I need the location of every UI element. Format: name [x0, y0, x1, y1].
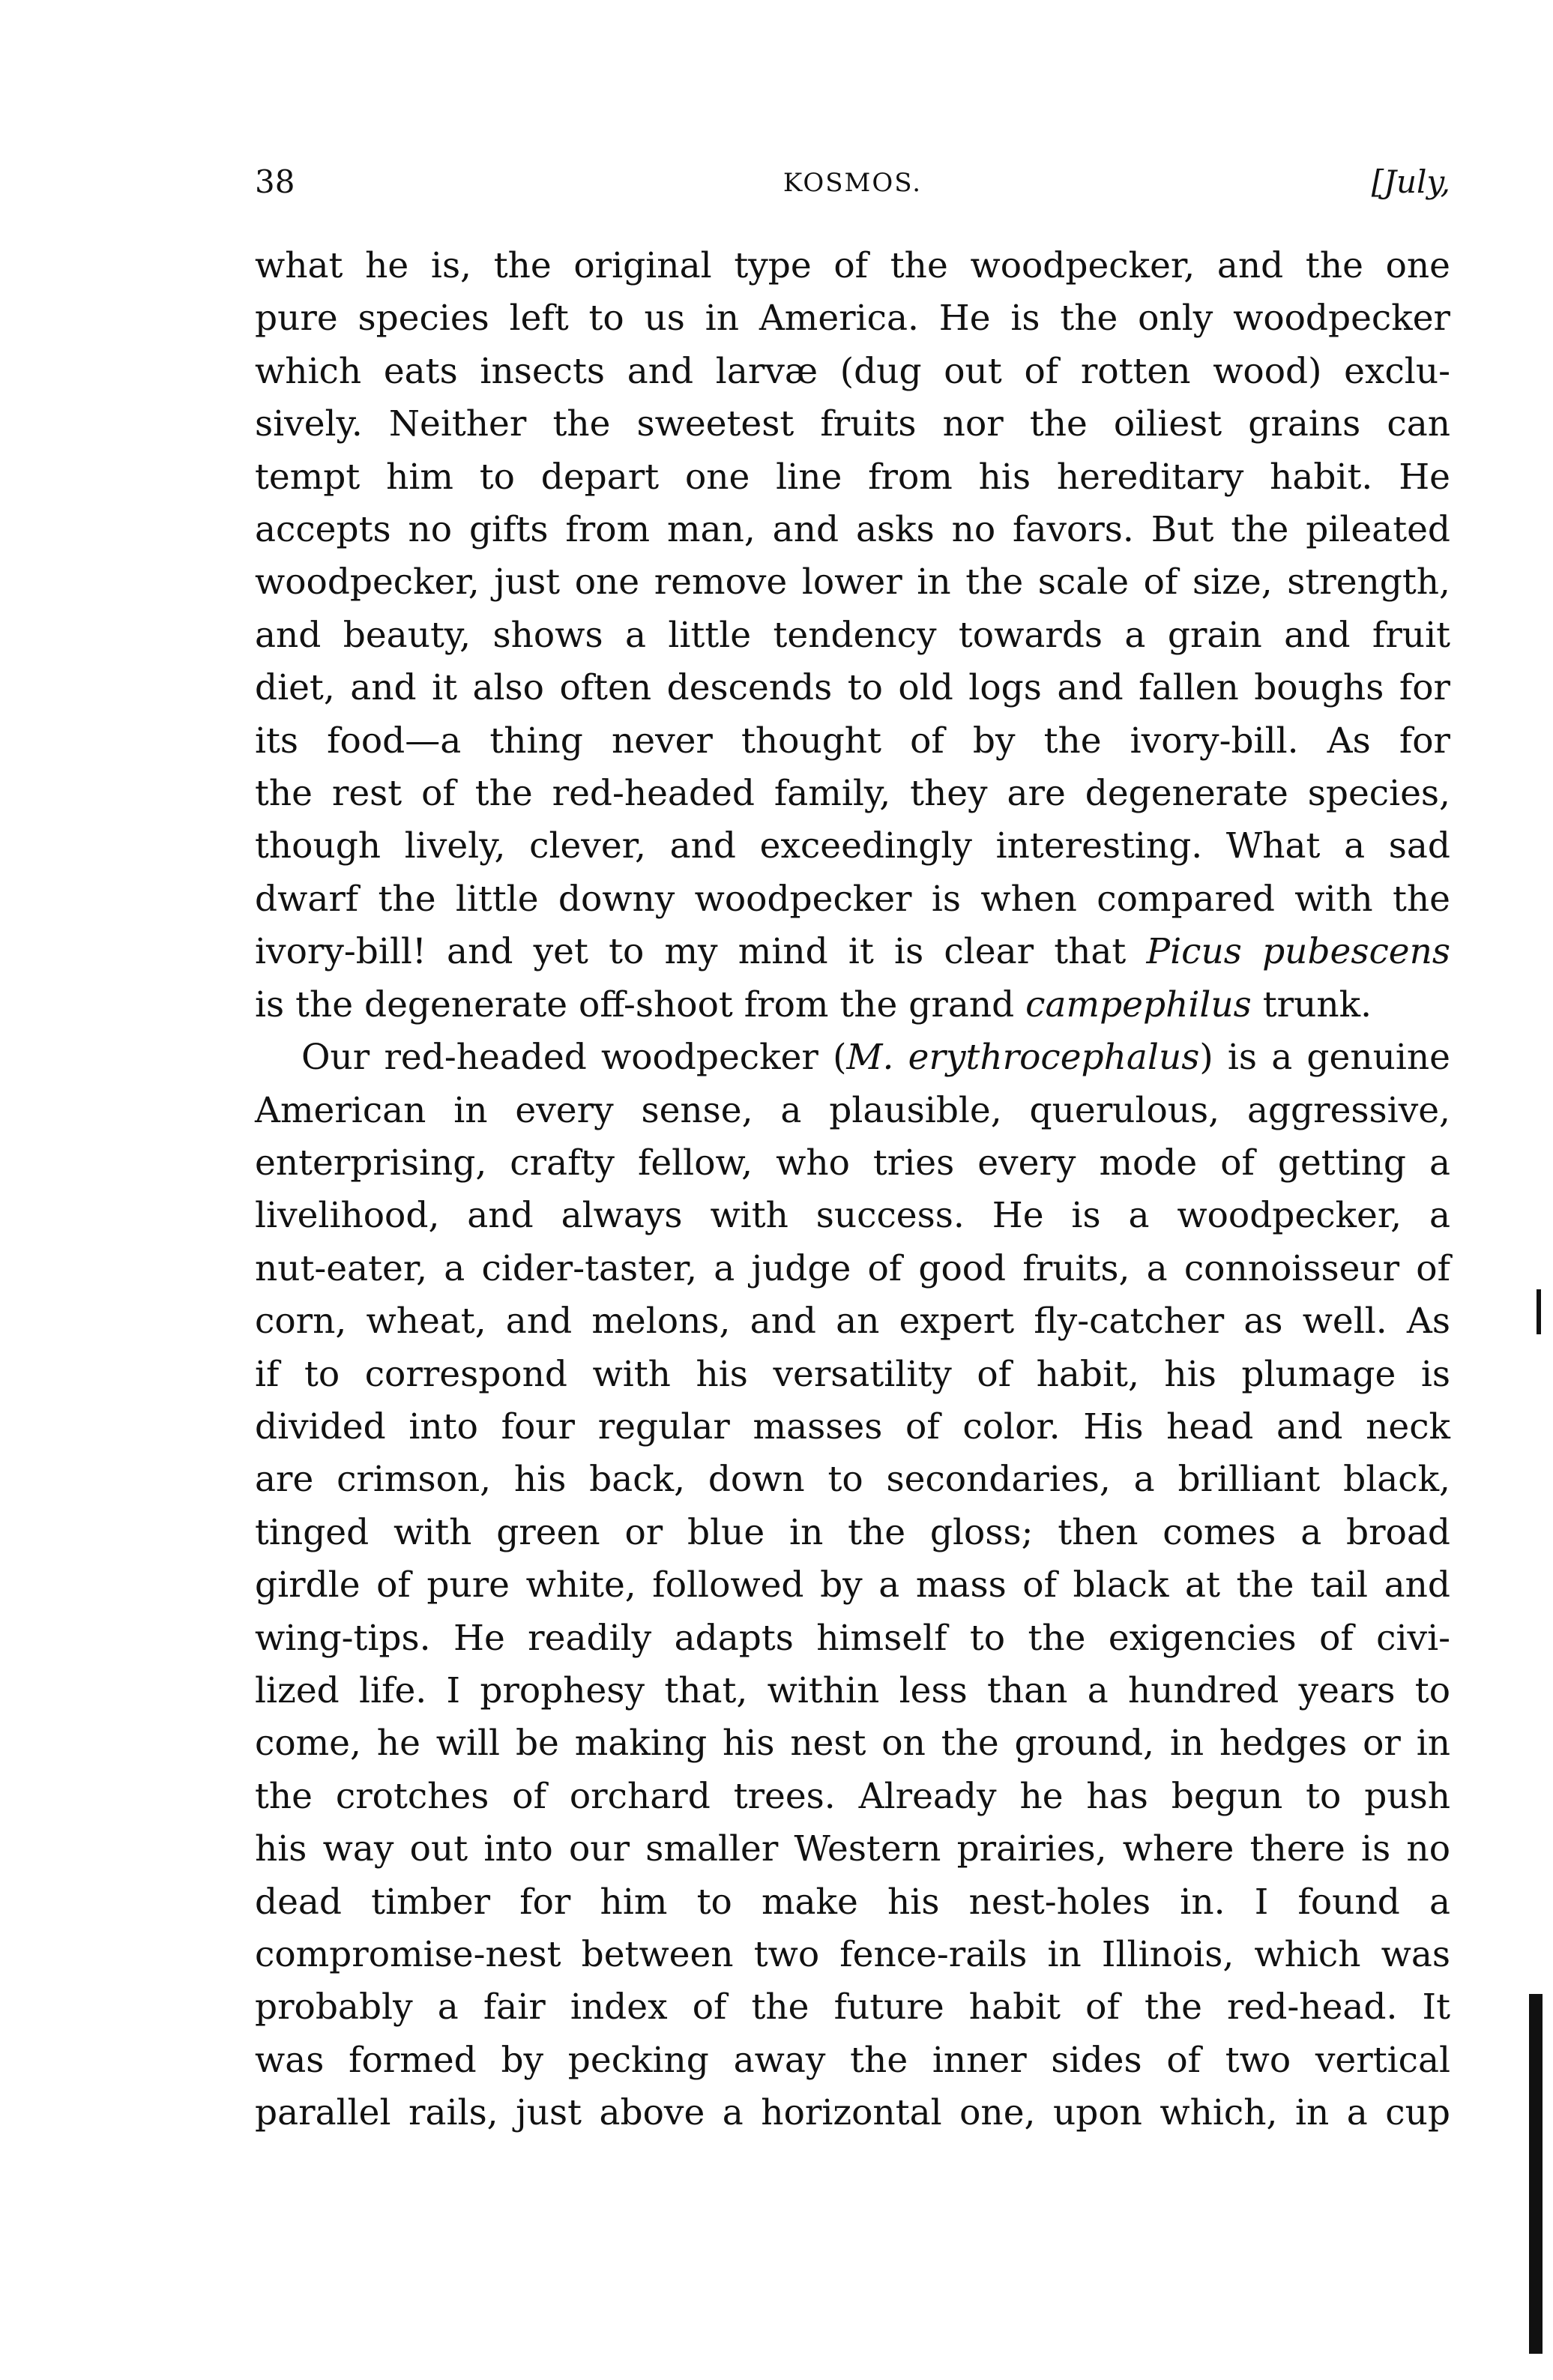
text-line: divided into four regular masses of color. His head and neck: [255, 1406, 1450, 1447]
text-line: come, he will be making his nest on the ground, in hedges or in: [255, 1723, 1450, 1765]
text-line: woodpecker, just one remove lower in the scale of size, strength,: [255, 561, 1450, 603]
scan-edge-mark: [1529, 1994, 1543, 2354]
text-line: tempt him to depart one line from his hereditary habit. He: [255, 456, 1450, 498]
text-run: Our red-headed woodpecker (: [301, 1037, 847, 1079]
issue-date: [July,: [1371, 163, 1450, 200]
text-line: probably a fair index of the future habit of the red-head. It: [255, 1986, 1450, 2028]
text-line: enterprising, crafty fellow, who tries every mode of getting a: [255, 1142, 1450, 1184]
text-line: nut-eater, a cider-taster, a judge of good fruits, a connoisseur of: [255, 1247, 1450, 1289]
running-header: [255, 163, 1450, 208]
text-line: sively. Neither the sweetest fruits nor the oiliest grains can: [255, 403, 1450, 445]
scan-edge-mark: [1537, 1289, 1541, 1334]
text-line: if to correspond with his versatility of habit, his plumage is: [255, 1353, 1450, 1395]
text-line: livelihood, and always with success. He is a woodpecker, a: [255, 1195, 1450, 1237]
text-line: though lively, clever, and exceedingly interesting. What a sad: [255, 825, 1450, 867]
text-line: dead timber for him to make his nest-holes in. I found a: [255, 1881, 1450, 1923]
text-line: [255, 926, 1450, 978]
text-run: is the degenerate off-shoot from the grand: [255, 983, 1026, 1025]
text-line: parallel rails, just above a horizontal one, upon which, in a cup: [255, 2092, 1450, 2134]
text-line: its food—a thing never thought of by the ivory-bill. As for: [255, 720, 1450, 762]
paragraph: [255, 240, 1450, 1031]
text-line: and beauty, shows a little tendency towards a grain and fruit: [255, 614, 1450, 656]
text-line: was formed by pecking away the inner sides of two vertical: [255, 2039, 1450, 2081]
text-line: [255, 1031, 1450, 1084]
text-line: wing-tips. He readily adapts himself to the exigencies of civi-: [255, 1617, 1450, 1659]
page-number: 38: [255, 163, 295, 200]
paragraph: [255, 1031, 1450, 2140]
text-line: the crotches of orchard trees. Already he has begun to push: [255, 1775, 1450, 1817]
text-line: diet, and it also often descends to old logs and fallen boughs for: [255, 667, 1450, 709]
text-line: American in every sense, a plausible, querulous, aggressive,: [255, 1089, 1450, 1131]
text-line: tinged with green or blue in the gloss; then comes a broad: [255, 1511, 1450, 1553]
text-line: accepts no gifts from man, and asks no favors. But the pileated: [255, 509, 1450, 551]
text-line: lized life. I prophesy that, within less than a hundred years to: [255, 1669, 1450, 1711]
body-text: [255, 240, 1450, 2140]
italic-term: campephilus: [1025, 983, 1252, 1025]
italic-term: Picus pubescens: [1146, 931, 1451, 973]
text-line: which eats insects and larvæ (dug out of rotten wood) exclu-: [255, 350, 1450, 392]
italic-term: M. erythrocephalus: [846, 1037, 1200, 1079]
text-run: trunk.: [1251, 983, 1372, 1025]
text-line: pure species left to us in America. He is the only woodpecker: [255, 298, 1450, 340]
text-line: corn, wheat, and melons, and an expert fly-catcher as well. As: [255, 1301, 1450, 1343]
text-line: are crimson, his back, down to secondaries, a brilliant black,: [255, 1459, 1450, 1501]
text-line: girdle of pure white, followed by a mass of black at the tail and: [255, 1564, 1450, 1606]
text-line: dwarf the little downy woodpecker is when compared with the: [255, 878, 1450, 920]
text-line: the rest of the red-headed family, they are degenerate species,: [255, 773, 1450, 815]
text-line: what he is, the original type of the woodpecker, and the one: [255, 245, 1450, 286]
text-line: [255, 979, 1450, 1031]
running-title: KOSMOS.: [782, 168, 923, 198]
text-run: ivory-bill! and yet to my mind it is clear that: [255, 931, 1147, 973]
text-run: ) is a genuine: [1199, 1037, 1450, 1079]
text-line: his way out into our smaller Western prairies, where there is no: [255, 1828, 1450, 1870]
text-line: compromise-nest between two fence-rails in Illinois, which was: [255, 1934, 1450, 1975]
